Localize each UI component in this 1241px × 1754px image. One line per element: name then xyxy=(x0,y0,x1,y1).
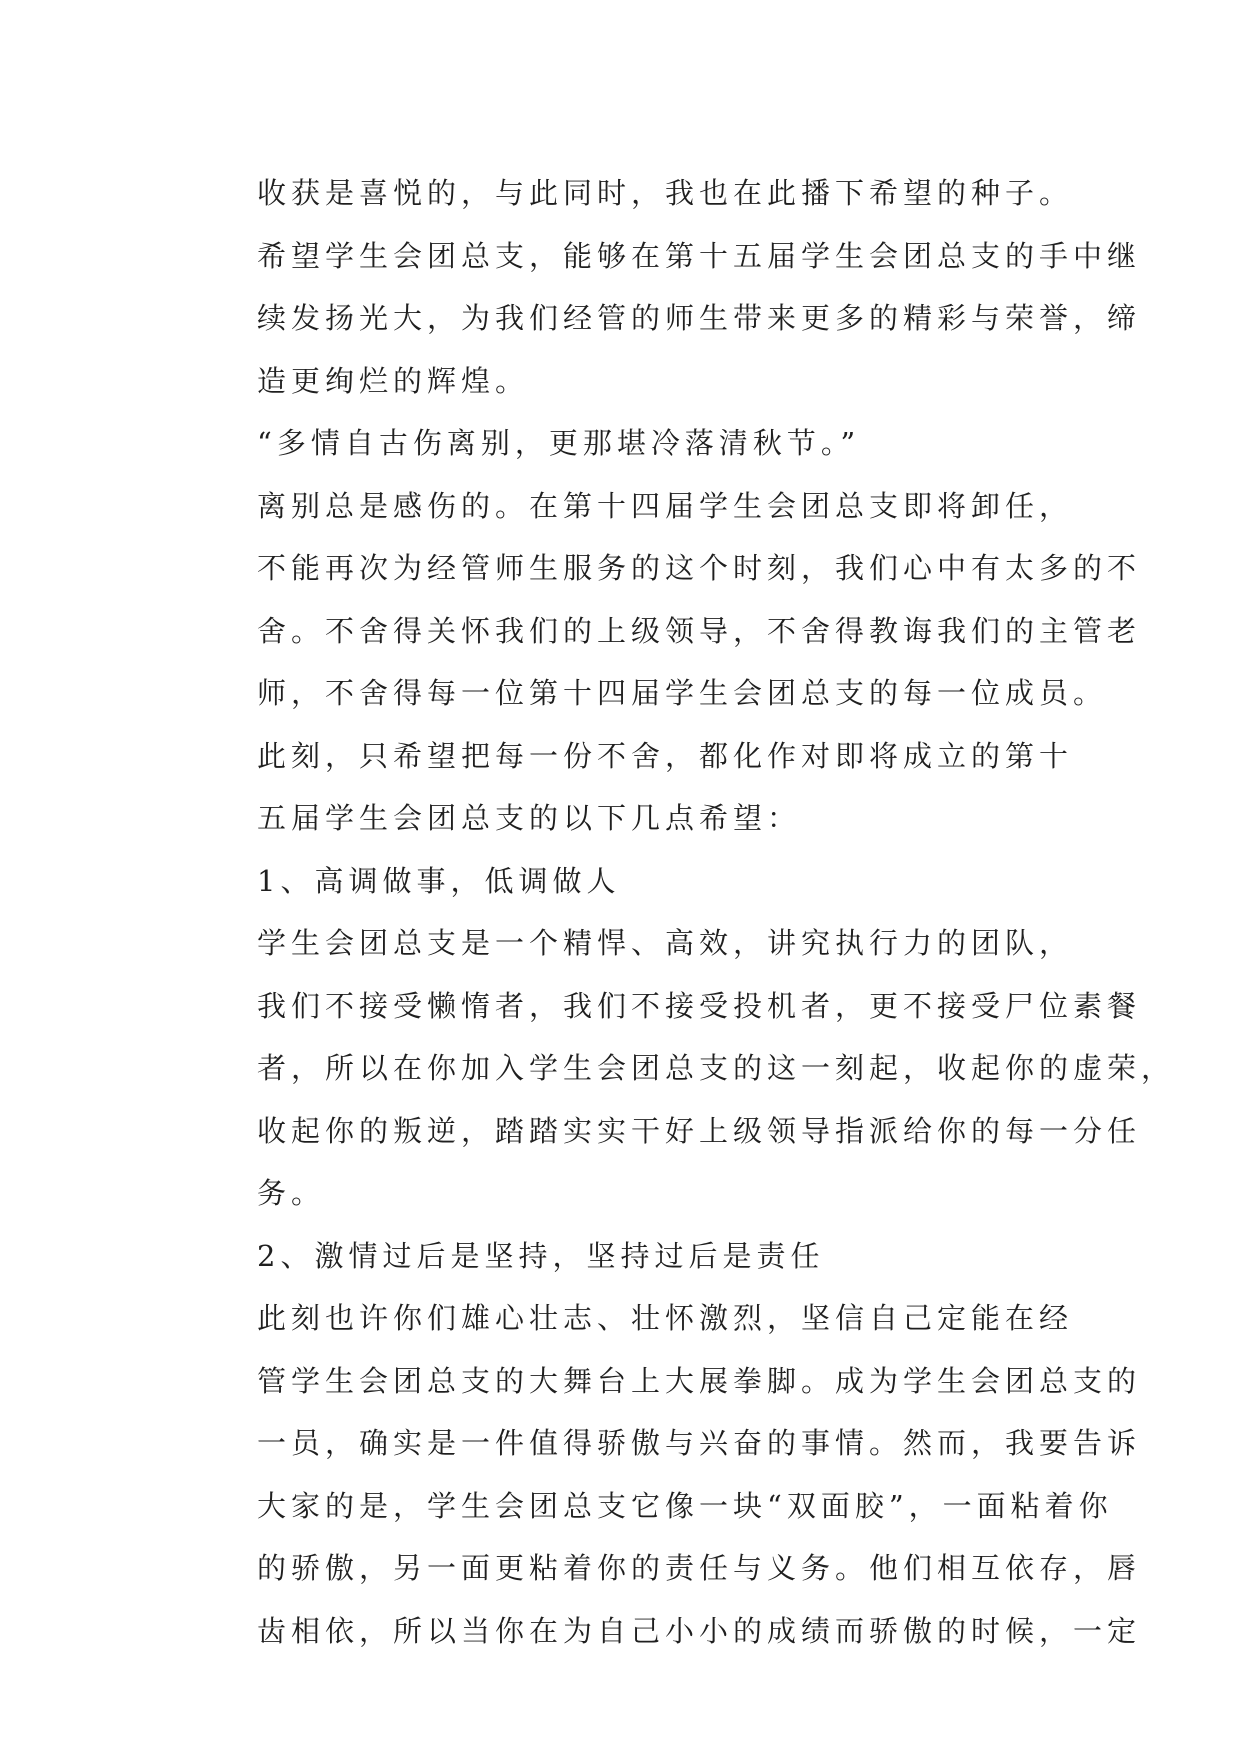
paragraph xyxy=(193,412,1063,475)
paragraph xyxy=(193,1287,1142,1662)
text-line: 务。 xyxy=(257,1176,326,1210)
text-line: 希望学生会团总支，能够在第十五届学生会团总支的手中继 xyxy=(257,238,1142,273)
text-line: 一员，确实是一件值得骄傲与兴奋的事情。然而，我要告诉 xyxy=(257,1426,1142,1460)
text-line: 不能再次为经管师生服务的这个时刻，我们心中有太多的不 xyxy=(257,551,1142,585)
paragraph xyxy=(193,162,1142,412)
text-line: 的骄傲，另一面更粘着你的责任与义务。他们相互依存，唇 xyxy=(257,1551,1142,1585)
text-line: 五届学生会团总支的以下几点希望： xyxy=(257,801,802,835)
text-line: 学生会团总支是一个精悍、高效，讲究执行力的团队， xyxy=(257,926,1074,960)
text-line: 者，所以在你加入学生会团总支的这一刻起，收起你的虚荣， xyxy=(257,1051,1176,1085)
text-line: 此刻，只希望把每一份不舍，都化作对即将成立的第十 xyxy=(257,738,1074,773)
paragraph xyxy=(193,850,1063,913)
paragraph xyxy=(193,912,1176,1225)
text-line: 师，不舍得每一位第十四届学生会团总支的每一位成员。 xyxy=(257,676,1108,710)
text-line: 舍。不舍得关怀我们的上级领导，不舍得教诲我们的主管老 xyxy=(257,613,1142,648)
text-line: 离别总是感伤的。在第十四届学生会团总支即将卸任， xyxy=(257,488,1074,523)
paragraph xyxy=(193,1225,1063,1288)
text-line: 造更绚烂的辉煌。 xyxy=(257,363,530,398)
text-line: 1、高调做事，低调做人 xyxy=(257,863,621,898)
text-line: 大家的是，学生会团总支它像一块“双面胶”，一面粘着你 xyxy=(257,1488,1113,1523)
text-line: 此刻也许你们雄心壮志、壮怀激烈，坚信自己定能在经 xyxy=(257,1301,1074,1335)
paragraph xyxy=(193,725,1074,850)
text-line: 我们不接受懒惰者，我们不接受投机者，更不接受尸位素餐 xyxy=(257,988,1142,1023)
text-line: “多情自古伤离别，更那堪冷落清秋节。” xyxy=(257,426,861,460)
text-line: 管学生会团总支的大舞台上大展拳脚。成为学生会团总支的 xyxy=(257,1363,1142,1398)
paragraph xyxy=(193,475,1142,725)
text-line: 齿相依，所以当你在为自己小小的成绩而骄傲的时候，一定 xyxy=(257,1613,1142,1648)
document-body xyxy=(193,162,1176,1662)
text-line: 续发扬光大，为我们经管的师生带来更多的精彩与荣誉，缔 xyxy=(257,301,1142,335)
text-line: 收起你的叛逆，踏踏实实干好上级领导指派给你的每一分任 xyxy=(257,1113,1142,1148)
text-line: 收获是喜悦的，与此同时，我也在此播下希望的种子。 xyxy=(257,176,1074,210)
text-line: 2、激情过后是坚持，坚持过后是责任 xyxy=(257,1238,825,1273)
